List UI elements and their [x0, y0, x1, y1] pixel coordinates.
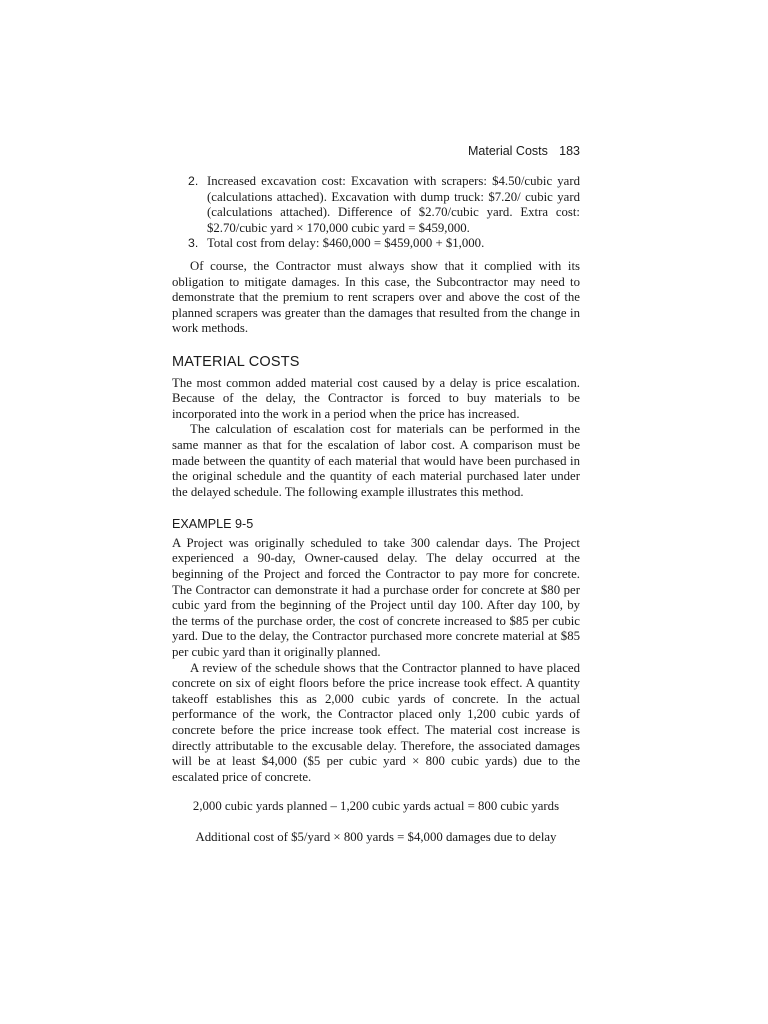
example-heading: EXAMPLE 9-5 [172, 517, 254, 532]
material-paragraph-1: The most common added material cost caused by a delay is price escalation. Because of the delay, the Contractor is forced to buy materials to be incorporated into the work in a period when the price has increased. [172, 375, 580, 421]
list-item [172, 174, 580, 236]
header-section-title: Material Costs [468, 144, 548, 158]
cost-list [172, 174, 580, 252]
page-body [172, 174, 580, 846]
mitigation-paragraph: Of course, the Contractor must always show that it complied with its obligation to mitigate damages. In this case, the Subcontractor may need to demonstrate that the premium to rent scrapers over and above the cost of the planned scrapers was greater than the damages that resulted from the change in work methods. [172, 258, 580, 336]
page-number: 183 [559, 144, 580, 158]
list-item [172, 236, 580, 252]
example-paragraph-1: A Project was originally scheduled to take 300 calendar days. The Project experienced a 90-day, Owner-caused delay. The delay occurred at the beginning of the Project and forced the Contractor to pay more for concrete. The Contractor can demonstrate it had a purchase order for concrete at $80 per cubic yard from the beginning of the Project until day 100. After day 100, by the terms of the purchase order, the cost of concrete increased to $85 per cubic yard. Due to the delay, the Contractor purchased more concrete material at $85 per cubic yard than it originally planned. [172, 535, 580, 660]
list-item-number: 3. [188, 236, 199, 251]
example-paragraph-2: A review of the schedule shows that the Contractor planned to have placed concrete on six of eight floors before the price increase took effect. A quantity takeoff establishes this as 2,000 cubic yards of concrete. In the actual performance of the work, the Contractor placed only 1,200 cubic yards of concrete before the price increase took effect. The material cost increase is directly attributable to the excusable delay. Therefore, the associated damages will be at least $4,000 ($5 per cubic yard × 800 cubic yards) due to the escalated price of concrete. [172, 660, 580, 784]
list-item-text: Increased excavation cost: Excavation with scrapers: $4.50/cubic yard (calculations attached). Excavation with dump truck: $7.20/ cubic yard (calculations attached). Difference of $2.70/cubic yard. Extra cost: $2.70/cubic yard × 170,000 cubic yard = $459,000. [207, 174, 580, 235]
material-paragraph-2: The calculation of escalation cost for materials can be performed in the same manner as that for the escalation of labor cost. A comparison must be made between the quantity of each material that would have been purchased in the original schedule and the quantity of each material purchased later under the delayed schedule. The following example illustrates this method. [172, 422, 580, 499]
section-heading: MATERIAL COSTS [172, 353, 300, 370]
equation-quantity: 2,000 cubic yards planned – 1,200 cubic yards actual = 800 cubic yards [192, 799, 560, 814]
list-item-text: Total cost from delay: $460,000 = $459,000 + $1,000. [207, 236, 485, 251]
list-item-number: 2. [188, 174, 199, 188]
running-header [468, 144, 580, 158]
equation-cost: Additional cost of $5/yard × 800 yards = $4,000 damages due to delay [195, 829, 557, 844]
